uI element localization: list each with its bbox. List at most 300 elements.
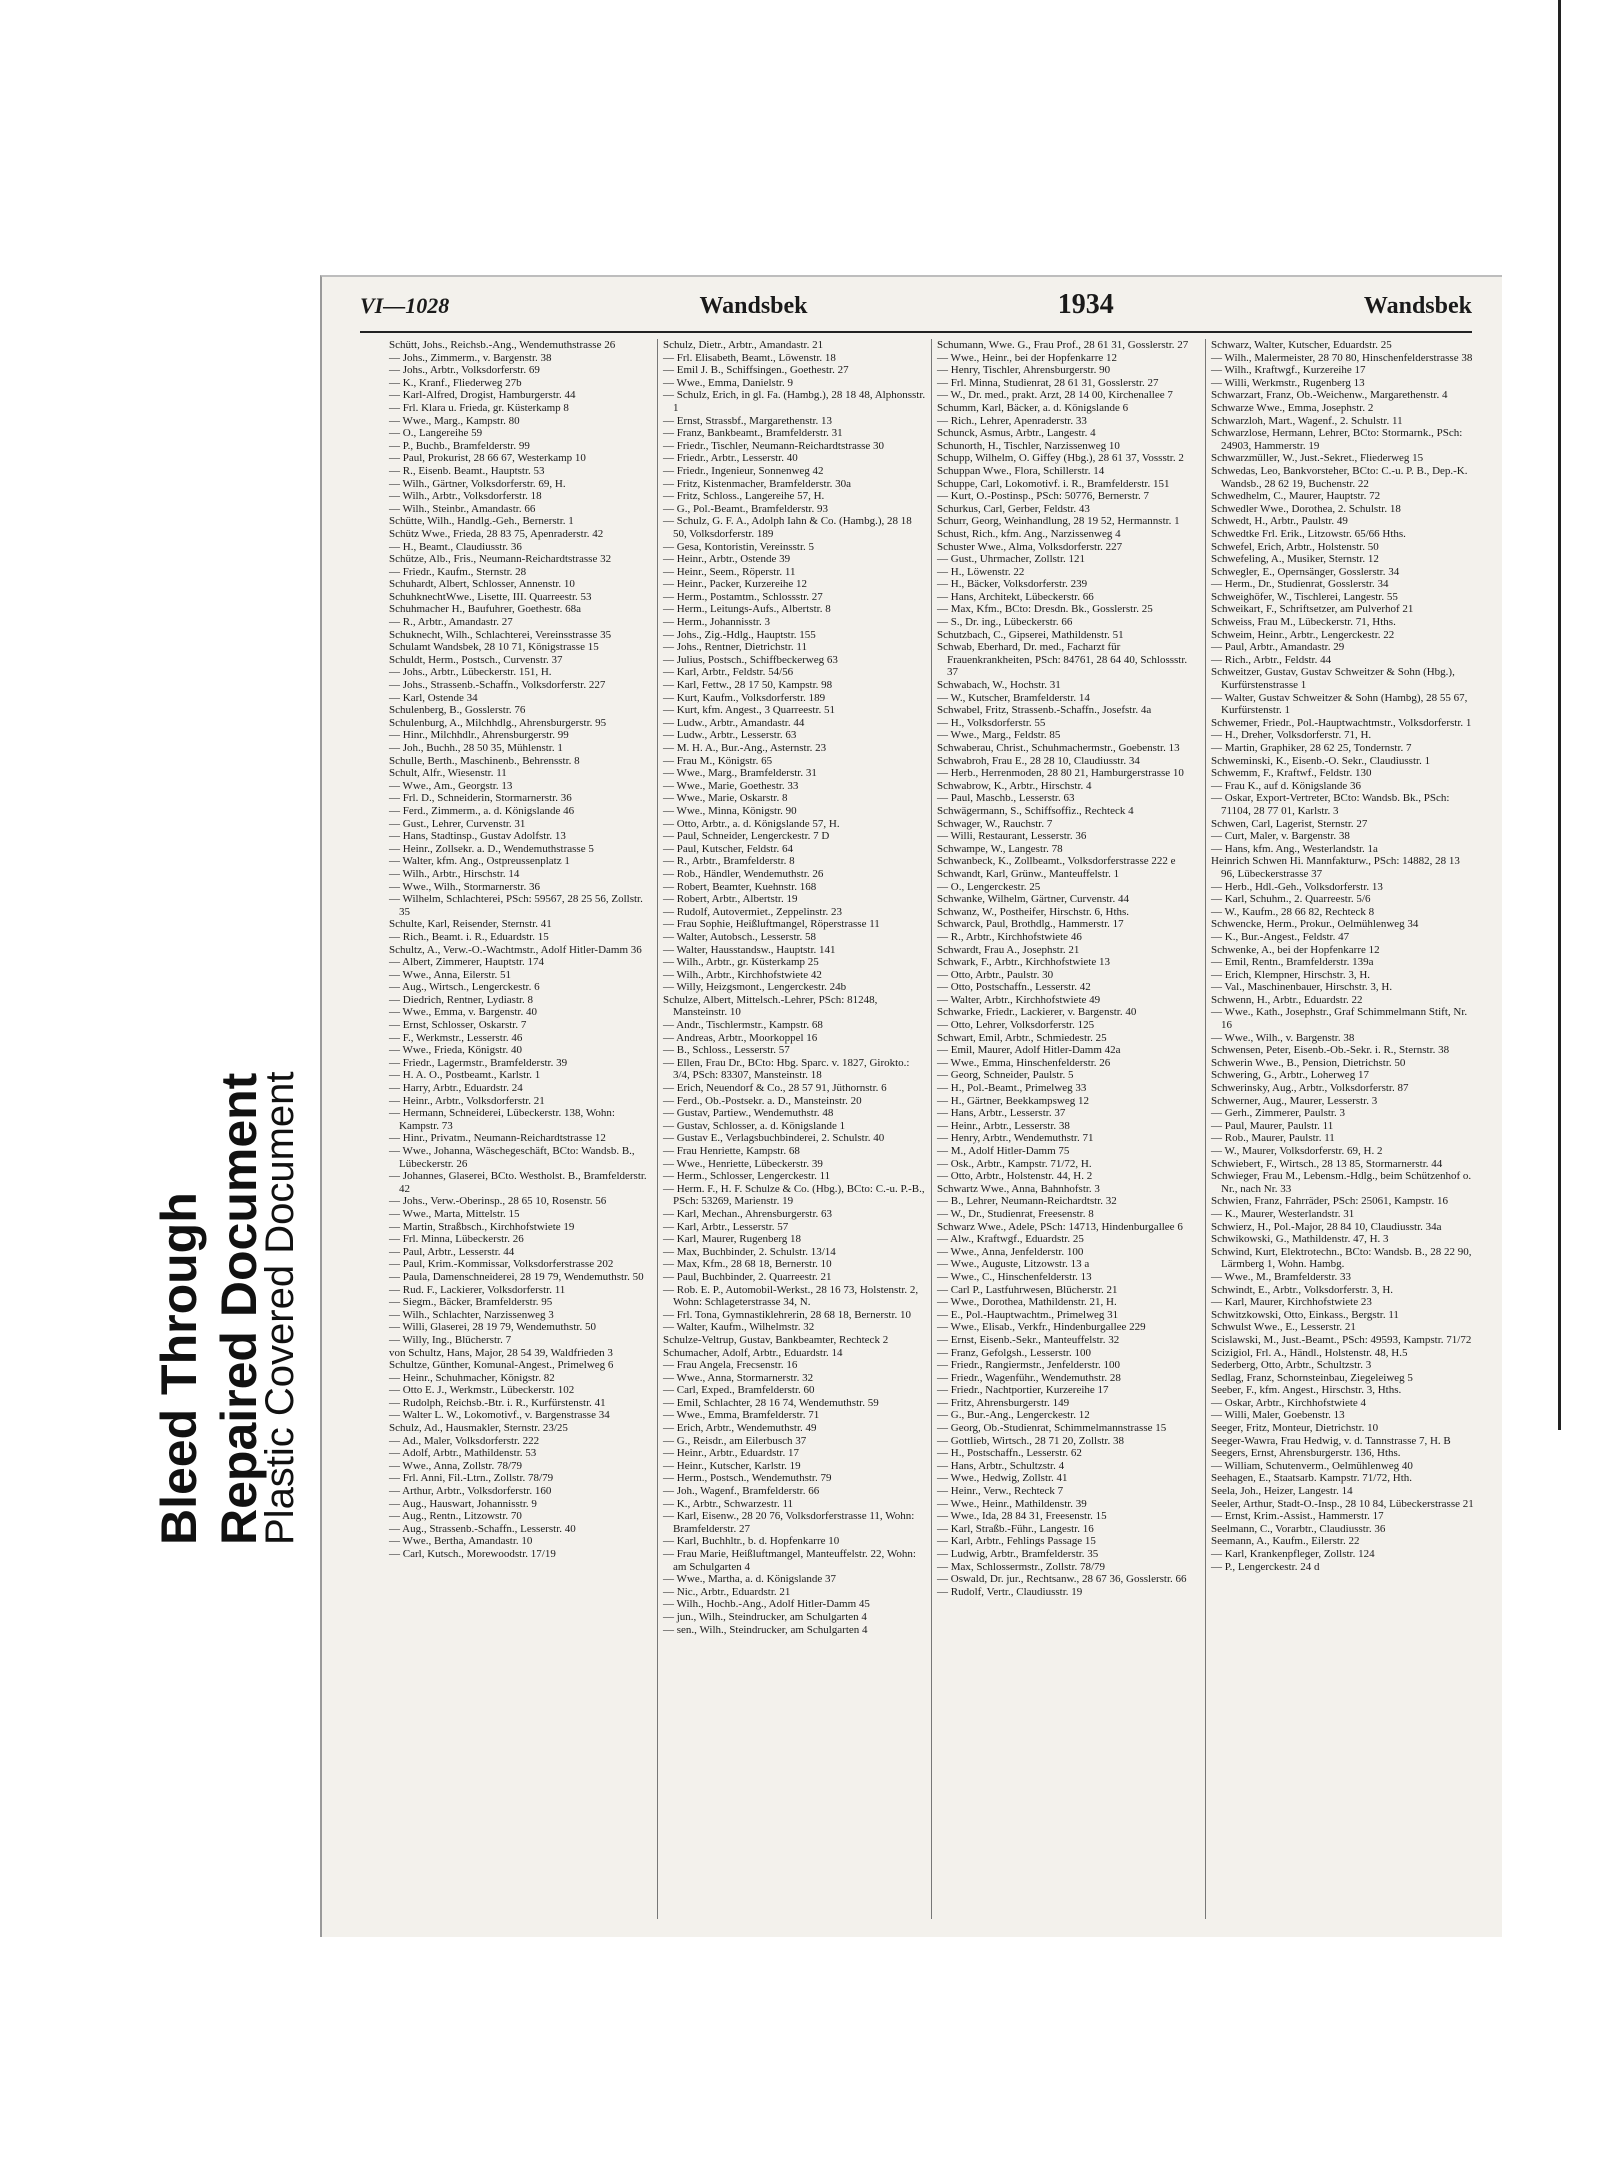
directory-entry: — Hans, Stadtinsp., Gustav Adolfstr. 13	[389, 830, 566, 843]
directory-entry: — Wwe., Emma, Danielstr. 9	[663, 376, 793, 389]
directory-entry: Seeger-Wawra, Frau Hedwig, v. d. Tannstrasse 7, H. B	[1211, 1434, 1451, 1447]
directory-entry: Schwarze Wwe., Emma, Josephstr. 2	[1211, 401, 1374, 414]
directory-entry: Schulz, Dietr., Arbtr., Amandastr. 21	[663, 339, 824, 351]
directory-entry: Seemann, A., Kaufm., Eilerstr. 22	[1211, 1535, 1360, 1548]
directory-entry: — Johs., Verw.-Oberinsp., 28 65 10, Rosenstr. 56	[389, 1195, 607, 1208]
directory-entry: — F., Werkmstr., Lesserstr. 46	[389, 1031, 523, 1044]
directory-page	[320, 275, 1502, 1937]
directory-entry: — Max, Buchbinder, 2. Schulstr. 13/14	[663, 1245, 836, 1258]
directory-entry: Sederberg, Otto, Arbtr., Schultzstr. 3	[1211, 1359, 1372, 1372]
directory-entry: — Walter, Arbtr., Kirchhofstwiete 49	[937, 993, 1101, 1006]
directory-entry: — Oswald, Dr. jur., Rechtsanw., 28 67 36, Gosslerstr. 66	[937, 1573, 1187, 1586]
directory-entry: — Herm., Leitungs-Aufs., Albertstr. 8	[663, 603, 831, 616]
directory-entry: Schwarz, Walter, Kutscher, Eduardstr. 25	[1211, 339, 1392, 351]
directory-entry: — W., Kutscher, Bramfelderstr. 14	[937, 691, 1090, 704]
directory-entry: Schwegler, E., Opernsänger, Gosslerstr. 34	[1211, 565, 1400, 578]
directory-entry: Schwulst Wwe., E., Lesserstr. 21	[1211, 1321, 1356, 1334]
directory-entry: Schwabel, Fritz, Strassenb.-Schaffn., Josefstr. 4a	[937, 704, 1152, 717]
directory-entry: — Robert, Beamter, Kuehnstr. 168	[663, 880, 817, 893]
directory-entry: Schumacher, Adolf, Arbtr., Eduardstr. 14	[663, 1346, 843, 1359]
directory-entry: Schwitzkowski, Otto, Einkass., Bergstr. 11	[1211, 1308, 1399, 1321]
directory-entry: — Wilh., Kraftwgf., Kurzereihe 17	[1211, 364, 1366, 377]
directory-entry: — Paul, Arbtr., Amandastr. 29	[1211, 641, 1345, 654]
directory-entry: — Otto, Arbtr., Holstenstr. 44, H. 2	[937, 1170, 1093, 1183]
directory-entry: Schwabach, W., Hochstr. 31	[937, 679, 1061, 692]
directory-entry: — Franz, Gefolgsh., Lesserstr. 100	[937, 1346, 1091, 1359]
directory-entry: — Schulz, Erich, in gl. Fa. (Hambg.), 28 18 48, Alphonsstr. 1	[663, 389, 926, 414]
directory-entry: — Wilh., Steinbr., Amandastr. 66	[389, 502, 536, 515]
directory-entry: — Gustav, Partiew., Wendemuthstr. 48	[663, 1107, 834, 1120]
directory-entry: — H. A. O., Postbeamt., Karlstr. 1	[389, 1069, 541, 1082]
directory-entry: — Erich, Arbtr., Wendemuthstr. 49	[663, 1422, 817, 1435]
directory-entry: — Joh., Buchh., 28 50 35, Mühlenstr. 1	[389, 742, 563, 754]
directory-entry: — Gottlieb, Wirtsch., 28 71 20, Zollstr. 38	[937, 1434, 1124, 1447]
directory-entry: Schumann, Wwe. G., Frau Prof., 28 61 31, Gosslerstr. 27	[937, 339, 1189, 351]
directory-entry: — H., Pol.-Beamt., Primelweg 33	[937, 1082, 1087, 1095]
directory-entry: — Karl, Mechan., Ahrensburgerstr. 63	[663, 1207, 833, 1220]
directory-entry: — Wwe., Marie, Oskarstr. 8	[663, 792, 788, 805]
directory-entry: Schupp, Wilhelm, O. Giffey (Hbg.), 28 61 37, Vossstr. 2	[937, 452, 1184, 465]
directory-entry: — Wwe., Elisab., Verkfr., Hindenburgallee 229	[937, 1321, 1146, 1334]
label-plastic-covered: Plastic Covered Document	[258, 1071, 302, 1545]
directory-entry: — Friedr., Ingenieur, Sonnenweg 42	[663, 464, 824, 477]
directory-column-2	[657, 339, 931, 1919]
directory-entry: Schweighöfer, W., Tischlerei, Langestr. 55	[1211, 590, 1398, 603]
directory-entry: Schust, Rich., kfm. Ang., Narzissenweg 4	[937, 527, 1121, 540]
directory-entry: — Heinr., Verw., Rechteck 7	[937, 1485, 1064, 1498]
directory-entry: — Johannes, Glaserei, BCto. Westholst. B., Bramfelderstr. 42	[389, 1170, 647, 1195]
directory-entry: — Gust., Lehrer, Curvenstr. 31	[389, 817, 526, 830]
directory-entry: — Frl. Tona, Gymnastiklehrerin, 28 68 18, Bernerstr. 10	[663, 1308, 912, 1321]
directory-entry: — Kurt, O.-Postinsp., PSch: 50776, Bernerstr. 7	[937, 490, 1150, 503]
directory-entry: — Ellen, Frau Dr., BCto: Hbg. Sparc. v. 1827, Girokto.: 3/4, PSch: 83307, Mansteinstr. 18	[663, 1056, 910, 1082]
directory-entry: — K., Bur.-Angest., Feldstr. 47	[1211, 930, 1350, 943]
directory-entry: — Hans, Architekt, Lübeckerstr. 66	[937, 590, 1094, 603]
directory-entry: Schwedas, Leo, Bankvorsteher, BCto: C.-u. P. B., Dep.-K. Wandsb., 28 62 19, Buchenstr. 22	[1211, 464, 1468, 490]
directory-entry: — Robert, Arbtr., Albertstr. 19	[663, 893, 798, 906]
directory-entry: Schwaberau, Christ., Schuhmachermstr., Goebenstr. 13	[937, 742, 1180, 754]
directory-entry: — Wwe., Emma, Hinschenfelderstr. 26	[937, 1056, 1111, 1069]
directory-entry: — Karl, Arbtr., Feldstr. 54/56	[663, 666, 794, 679]
directory-entry: Schweiss, Frau M., Lübeckerstr. 71, Hths.	[1211, 616, 1396, 629]
directory-entry: Schwager, W., Rauchstr. 7	[937, 817, 1053, 830]
directory-entry: — Herm., Postsch., Wendemuthstr. 79	[663, 1472, 832, 1485]
directory-entry: — O., Lengerckestr. 25	[937, 880, 1041, 893]
directory-entry: Schult, Alfr., Wiesenstr. 11	[389, 767, 507, 780]
directory-entry: — Friedr., Arbtr., Lesserstr. 40	[663, 452, 798, 465]
directory-entry: — Heinr., Packer, Kurzereihe 12	[663, 578, 808, 591]
directory-entry: — Wwe., Anna, Stormarnerstr. 32	[663, 1371, 814, 1384]
directory-entry: — Georg, Schneider, Paulstr. 5	[937, 1069, 1074, 1082]
directory-entry: Seelmann, C., Vorarbtr., Claudiusstr. 36	[1211, 1522, 1386, 1535]
directory-entry: — sen., Wilh., Steindrucker, am Schulgarten 4	[663, 1623, 868, 1636]
directory-entry: — Rich., Arbtr., Feldstr. 44	[1211, 653, 1332, 666]
directory-entry: — Friedr., Lagermstr., Bramfelderstr. 39	[389, 1056, 568, 1069]
directory-entry: Schwägermann, S., Schiffsoffiz., Rechteck 4	[937, 804, 1134, 817]
directory-entry: Schuppe, Carl, Lokomotivf. i. R., Bramfelderstr. 151	[937, 477, 1170, 490]
directory-entry: — Wwe., Henriette, Lübeckerstr. 39	[663, 1157, 823, 1170]
directory-entry: — Oskar, Export-Vertreter, BCto: Wandsb. Bk., PSch: 71104, 28 77 01, Karlstr. 3	[1211, 792, 1450, 817]
directory-entry: Schulze-Veltrup, Gustav, Bankbeamter, Rechteck 2	[663, 1333, 889, 1346]
directory-entry: — Otto, Arbtr., Paulstr. 30	[937, 968, 1054, 981]
directory-entry: — Friedr., Tischler, Neumann-Reichardtstrasse 30	[663, 439, 885, 452]
directory-entry: — Paula, Damenschneiderei, 28 19 79, Wendemuthstr. 50	[389, 1270, 644, 1283]
directory-entry: — E., Pol.-Hauptwachtm., Primelweg 31	[937, 1308, 1119, 1321]
directory-entry: — Emil, Schlachter, 28 16 74, Wendemuthstr. 59	[663, 1396, 879, 1409]
directory-entry: — Georg, Ob.-Studienrat, Schimmelmannstrasse 15	[937, 1422, 1167, 1435]
directory-entry: Schwenke, A., bei der Hopfenkarre 12	[1211, 943, 1380, 956]
directory-entry: — Walter, kfm. Ang., Ostpreussenplatz 1	[389, 855, 570, 868]
directory-entry: — Andr., Tischlermstr., Kampstr. 68	[663, 1019, 823, 1032]
page-header	[360, 289, 1472, 333]
directory-entry: — Max, Kfm., BCto: Dresdn. Bk., Gosslerstr. 25	[937, 603, 1153, 616]
directory-entry: — H., Postschaffn., Lesserstr. 62	[937, 1447, 1082, 1460]
directory-entry: — Herm., Postamtm., Schlossstr. 27	[663, 590, 823, 603]
directory-entry: — Wwe., Anna, Eilerstr. 51	[389, 968, 511, 981]
directory-entry: — Paul, Maschb., Lesserstr. 63	[937, 792, 1075, 805]
directory-entry: — Wilh., Arbtr., Kirchhofstwiete 42	[663, 968, 822, 981]
directory-entry: Schultz, A., Verw.-O.-Wachtmstr., Adolf Hitler-Damm 36	[389, 943, 642, 956]
directory-entry: — Friedr., Nachtportier, Kurzereihe 17	[937, 1384, 1109, 1397]
directory-entry: Schuhmacher H., Baufuhrer, Goethestr. 68a	[389, 603, 582, 616]
directory-entry: — Wwe., M., Bramfelderstr. 33	[1211, 1270, 1352, 1283]
directory-entry: — Harry, Arbtr., Eduardstr. 24	[389, 1082, 523, 1095]
directory-entry: Schuster Wwe., Alma, Volksdorferstr. 227	[937, 540, 1123, 553]
directory-entry: — Frl. Elisabeth, Beamt., Löwenstr. 18	[663, 351, 836, 364]
directory-entry: — Henry, Tischler, Ahrensburgerstr. 90	[937, 364, 1111, 377]
directory-entry: — Rich., Lehrer, Apenraderstr. 33	[937, 414, 1087, 427]
directory-entry: — Frl. Minna, Studienrat, 28 61 31, Gosslerstr. 27	[937, 376, 1159, 389]
directory-entry: — Frau M., Königstr. 65	[663, 754, 773, 767]
directory-entry: — Paul, Maurer, Paulstr. 11	[1211, 1119, 1334, 1132]
directory-entry: — B., Schloss., Lesserstr. 57	[663, 1044, 790, 1057]
directory-entry: — Otto E. J., Werkmstr., Lübeckerstr. 102	[389, 1384, 575, 1397]
directory-entry: — Frau Marie, Heißluftmangel, Manteuffelstr. 22, Wohn: am Schulgarten 4	[663, 1548, 916, 1573]
label-repaired-document: Repaired Document	[211, 1072, 267, 1545]
directory-entry: — Wwe., Dorothea, Mathildenstr. 21, H.	[937, 1296, 1117, 1309]
directory-entry: — Wwe., Wilh., v. Bargenstr. 38	[1211, 1031, 1355, 1044]
directory-entry: — Paul, Prokurist, 28 66 67, Westerkamp 10	[389, 452, 586, 465]
directory-entry: Schulte, Karl, Reisender, Sternstr. 41	[389, 918, 552, 931]
directory-entry: — Paul, Buchbinder, 2. Quarreestr. 21	[663, 1270, 832, 1283]
directory-entry: Schwerner, Aug., Maurer, Lesserstr. 3	[1211, 1094, 1378, 1107]
directory-entry: Schwabroh, Frau E., 28 28 10, Claudiusstr. 34	[937, 754, 1140, 767]
directory-entry: — Heinr., Seem., Röperstr. 11	[663, 565, 796, 578]
directory-entry: — Karl, Fettw., 28 17 50, Kampstr. 98	[663, 679, 833, 692]
directory-entry: — Friedr., Wagenführ., Wendemuthstr. 28	[937, 1371, 1121, 1384]
directory-entry: — H., Volksdorferstr. 55	[937, 716, 1046, 729]
directory-entry: Schwarzmüller, W., Just.-Sekret., Fliederweg 15	[1211, 452, 1424, 465]
directory-entry: — Hans, kfm. Ang., Westerlandstr. 1a	[1211, 842, 1378, 855]
directory-entry: — Wwe., Bertha, Amandastr. 10	[389, 1535, 533, 1548]
directory-entry: — Frl. D., Schneiderin, Stormarnerstr. 36	[389, 792, 572, 805]
directory-entry: Schweitzer, Gustav, Gustav Schweitzer & Sohn (Hbg.), Kurfürstenstrasse 1	[1211, 666, 1455, 692]
directory-entry: — Martin, Straßbsch., Kirchhofstwiete 19	[389, 1220, 575, 1233]
directory-entry: — Wilh., Hochb.-Ang., Adolf Hitler-Damm 45	[663, 1598, 870, 1611]
directory-entry: — Paul, Arbtr., Lesserstr. 44	[389, 1245, 515, 1258]
directory-entry: — K., Kranf., Fliederweg 27b	[389, 376, 522, 389]
directory-entry: — Wwe., Wilh., Stormarnerstr. 36	[389, 880, 540, 893]
directory-entry: — Wwe., Auguste, Litzowstr. 13 a	[937, 1258, 1090, 1271]
directory-entry: — Friedr., Rangiermstr., Jenfelderstr. 100	[937, 1359, 1120, 1372]
directory-entry: — R., Arbtr., Kirchhofstwiete 46	[937, 930, 1082, 943]
directory-entry: — Johs., Zimmerm., v. Bargenstr. 38	[389, 351, 552, 364]
directory-entry: — Willy, Heizgsmont., Lengerckestr. 24b	[663, 981, 847, 994]
directory-entry: — Karl, Arbtr., Lesserstr. 57	[663, 1220, 789, 1233]
directory-entry: Schwiebert, F., Wirtsch., 28 13 85, Stormarnerstr. 44	[1211, 1157, 1443, 1170]
directory-entry: Schütte, Wilh., Handlg.-Geh., Bernerstr. 1	[389, 515, 574, 528]
directory-entry: — Emil, Rentn., Bramfelderstr. 139a	[1211, 956, 1374, 969]
directory-entry: Schwarck, Paul, Brothdlg., Hammerstr. 17	[937, 918, 1124, 931]
directory-entry: — K., Arbtr., Schwarzestr. 11	[663, 1497, 794, 1510]
directory-entry: Schwampe, W., Langestr. 78	[937, 842, 1063, 855]
directory-entry: Schwencke, Herm., Prokur., Oelmühlenweg 34	[1211, 918, 1419, 931]
directory-entry: — Walter, Kaufm., Wilhelmstr. 32	[663, 1321, 815, 1334]
directory-entry: — Erich, Neuendorf & Co., 28 57 91, Jüthornstr. 6	[663, 1082, 887, 1095]
directory-entry: — Henry, Arbtr., Wendemuthstr. 71	[937, 1132, 1094, 1145]
directory-entry: Schwefeling, A., Musiker, Sternstr. 12	[1211, 553, 1379, 566]
directory-entry: Seeger, Fritz, Monteur, Dietrichstr. 10	[1211, 1422, 1379, 1435]
directory-entry: Schwemer, Friedr., Pol.-Hauptwachtmstr., Volksdorferstr. 1	[1211, 716, 1472, 729]
directory-entry: — Ludwig, Arbtr., Bramfelderstr. 35	[937, 1548, 1099, 1560]
directory-entry: Schweikart, F., Schriftsetzer, am Pulverhof 21	[1211, 603, 1414, 616]
directory-entry: Schwart, Emil, Arbtr., Schmiedestr. 25	[937, 1031, 1107, 1044]
directory-entry: — William, Schutenverm., Oelmühlenweg 40	[1211, 1459, 1413, 1472]
directory-entry: Schwemm, F., Kraftwf., Feldstr. 130	[1211, 767, 1372, 780]
directory-entry: — Willy, Ing., Blücherstr. 7	[389, 1333, 512, 1346]
directory-entry: Schwarzloh, Mart., Wagenf., 2. Schulstr. 11	[1211, 414, 1403, 427]
directory-entry: — Albert, Zimmerer, Hauptstr. 174	[389, 956, 545, 969]
directory-entry: — Schulz, G. F. A., Adolph Iahn & Co. (Hambg.), 28 18 50, Volksdorferstr. 189	[663, 515, 912, 540]
directory-entry: — Herm., Dr., Studienrat, Gosslerstr. 34	[1211, 578, 1389, 591]
directory-entry: Seeber, F., kfm. Angest., Hirschstr. 3, Hths.	[1211, 1384, 1402, 1397]
directory-entry: Seeler, Arthur, Stadt-O.-Insp., 28 10 84, Lübeckerstrasse 21	[1211, 1497, 1474, 1510]
directory-entry: — Johs., Strassenb.-Schaffn., Volksdorferstr. 227	[389, 679, 606, 692]
directory-entry: — Ernst, Schlosser, Oskarstr. 7	[389, 1019, 527, 1032]
directory-entry: — Rich., Beamt. i. R., Eduardstr. 15	[389, 930, 549, 943]
directory-entry: — Herm., Schlosser, Lengerckestr. 11	[663, 1170, 831, 1183]
directory-entry: — Adolf, Arbtr., Mathildenstr. 53	[389, 1447, 537, 1460]
directory-entry: Schunorth, H., Tischler, Narzissenweg 10	[937, 439, 1120, 452]
directory-entry: — Karl, Maurer, Kirchhofstwiete 23	[1211, 1296, 1372, 1309]
directory-entry: Schulz, Ad., Hausmakler, Sternstr. 23/25	[389, 1422, 568, 1435]
directory-entry: — R., Arbtr., Bramfelderstr. 8	[663, 855, 795, 868]
directory-entry: — Ernst, Krim.-Assist., Hammerstr. 17	[1211, 1510, 1384, 1523]
directory-entry: — Wwe., Ida, 28 84 31, Freesenstr. 15	[937, 1510, 1107, 1523]
directory-entry: Schwikowski, G., Mathildenstr. 47, H. 3	[1211, 1233, 1389, 1246]
directory-entry: — Johs., Arbtr., Lübeckerstr. 151, H.	[389, 666, 552, 679]
directory-entry: Schulenberg, B., Gosslerstr. 76	[389, 704, 526, 717]
directory-column-4	[1205, 339, 1479, 1919]
directory-entry: — Carl, Exped., Bramfelderstr. 60	[663, 1384, 815, 1397]
page-edge-shadow	[1558, 0, 1561, 1430]
directory-entry: — Frl. Klara u. Frieda, gr. Küsterkamp 8	[389, 401, 569, 414]
directory-entry: — Herb., Hdl.-Geh., Volksdorferstr. 13	[1211, 880, 1383, 893]
directory-entry: — Paul, Krim.-Kommissar, Volksdorferstrasse 202	[389, 1258, 614, 1271]
directory-entry: — Gerh., Zimmerer, Paulstr. 3	[1211, 1107, 1345, 1120]
directory-entry: — Wwe., Martha, a. d. Königslande 37	[663, 1573, 837, 1586]
directory-entry: — Walter L. W., Lokomotivf., v. Bargenstrasse 34	[389, 1409, 610, 1422]
directory-entry: Schwarz Wwe., Adele, PSch: 14713, Hindenburgallee 6	[937, 1220, 1183, 1233]
directory-entry: Schuknecht, Wilh., Schlachterei, Vereinsstrasse 35	[389, 628, 612, 641]
directory-entry: Schwen, Carl, Lagerist, Sternstr. 27	[1211, 817, 1368, 830]
directory-entry: Schwierz, H., Pol.-Major, 28 84 10, Claudiusstr. 34a	[1211, 1220, 1442, 1233]
directory-entry: — Andreas, Arbtr., Moorkoppel 16	[663, 1031, 818, 1044]
document-condition-labels	[150, 360, 320, 1660]
directory-entry: — Otto, Lehrer, Volksdorferstr. 125	[937, 1019, 1095, 1032]
directory-entry: — Herm., Johannisstr. 3	[663, 616, 770, 629]
directory-entry: — Franz, Bankbeamt., Bramfelderstr. 31	[663, 427, 843, 440]
directory-entry: — Carl, Kutsch., Morewoodstr. 17/19	[389, 1548, 556, 1560]
directory-entry: — Ad., Maler, Volksdorferstr. 222	[389, 1434, 540, 1447]
directory-entry: — Martin, Graphiker, 28 62 25, Tondernstr. 7	[1211, 742, 1412, 754]
directory-entry: — Oskar, Arbtr., Kirchhofstwiete 4	[1211, 1396, 1367, 1409]
directory-entry: — Carl P., Lastfuhrwesen, Blücherstr. 21	[937, 1283, 1118, 1296]
directory-entry: — Heinr., Zollsekr. a. D., Wendemuthstrasse 5	[389, 842, 594, 855]
directory-entry: — Wwe., Marta, Mittelstr. 15	[389, 1207, 520, 1220]
directory-entry: Schulze, Albert, Mittelsch.-Lehrer, PSch: 81248, Mansteinstr. 10	[663, 993, 878, 1019]
directory-entry: — Joh., Wagenf., Bramfelderstr. 66	[663, 1485, 820, 1498]
directory-column-3	[931, 339, 1205, 1919]
directory-entry: — Max, Schlossermstr., Zollstr. 78/79	[937, 1560, 1106, 1573]
directory-entry: — Herb., Herrenmoden, 28 80 21, Hamburgerstrasse 10	[937, 767, 1184, 780]
directory-entry: — Val., Maschinenbauer, Hirschstr. 3, H.	[1211, 981, 1393, 994]
directory-entry: — Karl, Arbtr., Fehlings Passage 15	[937, 1535, 1096, 1548]
directory-entry: — Wwe., Marg., Bramfelderstr. 31	[663, 767, 817, 780]
directory-entry: — Aug., Strassenb.-Schaffn., Lesserstr. 40	[389, 1522, 576, 1535]
directory-entry: — Karl, Buchhltr., b. d. Hopfenkarre 10	[663, 1535, 840, 1548]
directory-entry: — Frau K., auf d. Königslande 36	[1211, 779, 1362, 792]
directory-entry: — Willi, Maler, Goebenstr. 13	[1211, 1409, 1345, 1422]
directory-entry: — Ferd., Zimmerm., a. d. Königslande 46	[389, 804, 575, 817]
directory-entry: Schurkus, Carl, Gerber, Feldstr. 43	[937, 502, 1090, 515]
directory-entry: — Gustav E., Verlagsbuchbinderei, 2. Schulstr. 40	[663, 1132, 885, 1145]
directory-entry: — Hans, Arbtr., Schultzstr. 4	[937, 1459, 1065, 1472]
page-number: VI—1028	[360, 293, 450, 318]
directory-entry: — Heinr., Arbtr., Ostende 39	[663, 553, 791, 566]
directory-entry: Schwab, Eberhard, Dr. med., Facharzt für Frauenkrankheiten, PSch: 84761, 28 64 40, Schlossstr. 37	[937, 641, 1188, 679]
directory-entry: Schütt, Johs., Reichsb.-Ang., Wendemuthstrasse 26	[389, 339, 616, 351]
directory-entry: — G., Bur.-Ang., Lengerckestr. 12	[937, 1409, 1090, 1422]
directory-entry: — Willi, Glaserei, 28 19 79, Wendemuthstr. 50	[389, 1321, 596, 1334]
directory-entry: — Rudolph, Reichsb.-Btr. i. R., Kurfürstenstr. 41	[389, 1396, 606, 1409]
directory-entry: — Willi, Werkmstr., Rugenberg 13	[1211, 376, 1365, 389]
directory-entry: Schwardt, Frau A., Josephstr. 21	[937, 943, 1080, 956]
directory-entry: — Paul, Schneider, Lengerckestr. 7 D	[663, 830, 830, 843]
directory-entry: Seehagen, E., Staatsarb. Kampstr. 71/72, Hth.	[1211, 1472, 1413, 1485]
directory-entry: — Osk., Arbtr., Kampstr. 71/72, H.	[937, 1157, 1092, 1170]
scan-margin	[1540, 0, 1600, 2177]
directory-entry: — Frl. Anni, Fil.-Ltrn., Zollstr. 78/79	[389, 1472, 554, 1485]
directory-entry: — Julius, Postsch., Schiffbeckerweg 63	[663, 653, 838, 666]
directory-entry: — Karl, Ostende 34	[389, 691, 478, 704]
directory-entry: Schwanz, W., Postheifer, Hirschstr. 6, Hths.	[937, 905, 1130, 918]
directory-entry: Schwedhelm, C., Maurer, Hauptstr. 72	[1211, 490, 1381, 503]
directory-entry: — Walter, Autobsch., Lesserstr. 58	[663, 930, 817, 943]
directory-entry: — W., Dr. med., prakt. Arzt, 28 14 00, Kirchenallee 7	[937, 389, 1173, 402]
directory-entry: — Wwe., Johanna, Wäschegeschäft, BCto: Wandsb. B., Lübeckerstr. 26	[389, 1145, 635, 1170]
directory-entry: — Aug., Wirtsch., Lengerckestr. 6	[389, 981, 540, 994]
directory-entry: Schunck, Asmus, Arbtr., Langestr. 4	[937, 427, 1096, 440]
directory-entry: Schwanke, Wilhelm, Gärtner, Curvenstr. 44	[937, 893, 1129, 906]
directory-entry: — Wilh., Arbtr., Hirschstr. 14	[389, 867, 520, 880]
directory-entry: Scislawski, M., Just.-Beamt., PSch: 49593, Kampstr. 71/72	[1211, 1333, 1472, 1346]
directory-entry: — Fritz, Kistenmacher, Bramfelderstr. 30a	[663, 477, 852, 490]
directory-entry: — Rob., Maurer, Paulstr. 11	[1211, 1132, 1335, 1145]
label-bleed-through: Bleed Through	[151, 1192, 207, 1545]
directory-entry: — Friedr., Kaufm., Sternstr. 28	[389, 565, 527, 578]
directory-entry: Schwind, Kurt, Elektrotechn., BCto: Wandsb. B., 28 22 90, Lärmberg 1, Wohn. Hambg.	[1211, 1245, 1472, 1271]
directory-entry: Schwedtke Frl. Erik., Litzowstr. 65/66 Hths.	[1211, 527, 1406, 540]
directory-entry: Schuhardt, Albert, Schlosser, Annenstr. 10	[389, 578, 575, 591]
directory-entry: — Wwe., Emma, v. Bargenstr. 40	[389, 1006, 537, 1019]
directory-entry: Schwenn, H., Arbtr., Eduardstr. 22	[1211, 993, 1363, 1006]
header-title-left: Wandsbek	[699, 293, 808, 319]
directory-entry: — Hinr., Privatm., Neumann-Reichardtstrasse 12	[389, 1132, 606, 1145]
directory-entry: Schweminski, K., Eisenb.-O. Sekr., Claudiusstr. 1	[1211, 754, 1431, 767]
directory-entry: Schwieger, Frau M., Lebensm.-Hdlg., beim Schützenhof o. Nr., nach Nr. 33	[1211, 1170, 1472, 1195]
directory-entry: — H., Bäcker, Volksdorferstr. 239	[937, 578, 1088, 591]
directory-entry: — P., Buchb., Bramfelderstr. 99	[389, 439, 530, 452]
directory-entry: — Heinr., Arbtr., Eduardstr. 17	[663, 1447, 799, 1460]
directory-entry: — M. H. A., Bur.-Ang., Asternstr. 23	[663, 742, 827, 754]
header-title-right: Wandsbek	[1363, 293, 1472, 319]
directory-entry: Schurr, Georg, Weinhandlung, 28 19 52, Hermannstr. 1	[937, 515, 1180, 528]
directory-entry: — Frl. Minna, Lübeckerstr. 26	[389, 1233, 524, 1246]
directory-entry: — R., Eisenb. Beamt., Hauptstr. 53	[389, 464, 545, 477]
directory-entry: — Karl, Maurer, Rugenberg 18	[663, 1233, 802, 1246]
directory-entry: — W., Maurer, Volksdorferstr. 69, H. 2	[1211, 1145, 1383, 1157]
directory-column-1	[384, 339, 657, 1919]
directory-entry: Schulle, Berth., Maschinenb., Behrensstr. 8	[389, 754, 580, 767]
directory-entry: — Rob. E. P., Automobil-Werkst., 28 16 73, Holstenstr. 2, Wohn: Schlageterstrasse 34, N.	[663, 1283, 919, 1309]
directory-entry: Schwien, Franz, Fahrräder, PSch: 25061, Kampstr. 16	[1211, 1195, 1448, 1208]
directory-entry: Schwandt, Karl, Grünw., Manteuffelstr. 1	[937, 867, 1120, 880]
directory-entry: — W., Dr., Studienrat, Freesenstr. 8	[937, 1207, 1094, 1220]
directory-entry: — O., Langereihe 59	[389, 427, 483, 440]
directory-entry: — H., Beamt., Claudiusstr. 36	[389, 540, 522, 553]
directory-entry: — Nic., Arbtr., Eduardstr. 21	[663, 1585, 791, 1598]
directory-entry: — H., Gärtner, Beekkampsweg 12	[937, 1094, 1089, 1107]
directory-entry: — Heinr., Kutscher, Karlstr. 19	[663, 1459, 801, 1472]
directory-entry: Schütze, Alb., Fris., Neumann-Reichardtstrasse 32	[389, 553, 612, 566]
directory-entry: — jun., Wilh., Steindrucker, am Schulgarten 4	[663, 1610, 867, 1623]
directory-entry: — Siegm., Bäcker, Bramfelderstr. 95	[389, 1296, 553, 1309]
directory-entry: — G., Pol.-Beamt., Bramfelderstr. 93	[663, 502, 828, 515]
directory-entry: — Herm. F., H. F. Schulze & Co. (Hbg.), BCto: C.-u. P.-B., PSch: 53269, Marienstr. 19	[663, 1182, 925, 1208]
directory-entry: Schwanbeck, K., Zollbeamt., Volksdorferstrasse 222 e	[937, 855, 1176, 868]
directory-columns	[384, 339, 1479, 1919]
directory-entry: — Wwe., Marg., Feldstr. 85	[937, 729, 1061, 742]
directory-entry: — Hermann, Schneiderei, Lübeckerstr. 138, Wohn: Kampstr. 73	[389, 1107, 615, 1132]
directory-entry: — Ludw., Arbtr., Amandastr. 44	[663, 716, 805, 729]
directory-entry: — Wwe., C., Hinschenfelderstr. 13	[937, 1270, 1092, 1283]
directory-entry: — Emil J. B., Schiffsingen., Goethestr. 27	[663, 364, 849, 377]
directory-entry: Schulamt Wandsbek, 28 10 71, Königstrasse 15	[389, 641, 599, 654]
directory-entry: — Wwe., Emma, Bramfelderstr. 71	[663, 1409, 820, 1422]
directory-entry: — Wwe., Marg., Kampstr. 80	[389, 414, 520, 427]
directory-entry: — Wilh., Arbtr., gr. Küsterkamp 25	[663, 956, 819, 969]
directory-entry: — Paul, Kutscher, Feldstr. 64	[663, 842, 794, 855]
directory-entry: — G., Reisdr., am Eilerbusch 37	[663, 1434, 807, 1447]
directory-entry: — Karl, Krankenpfleger, Zollstr. 124	[1211, 1548, 1375, 1560]
directory-entry: Sedlag, Franz, Schornsteinbau, Ziegeleiweg 5	[1211, 1371, 1413, 1384]
directory-entry: — Arthur, Arbtr., Volksdorferstr. 160	[389, 1485, 552, 1498]
directory-entry: Schwarzlose, Hermann, Lehrer, BCto: Stormarnk., PSch: 24903, Hammerstr. 19	[1211, 427, 1463, 452]
directory-entry: — Wwe., Am., Georgstr. 13	[389, 779, 513, 792]
directory-entry: — B., Lehrer, Neumann-Reichardtstr. 32	[937, 1195, 1117, 1208]
directory-entry: — Wwe., Frieda, Königstr. 40	[389, 1044, 523, 1057]
